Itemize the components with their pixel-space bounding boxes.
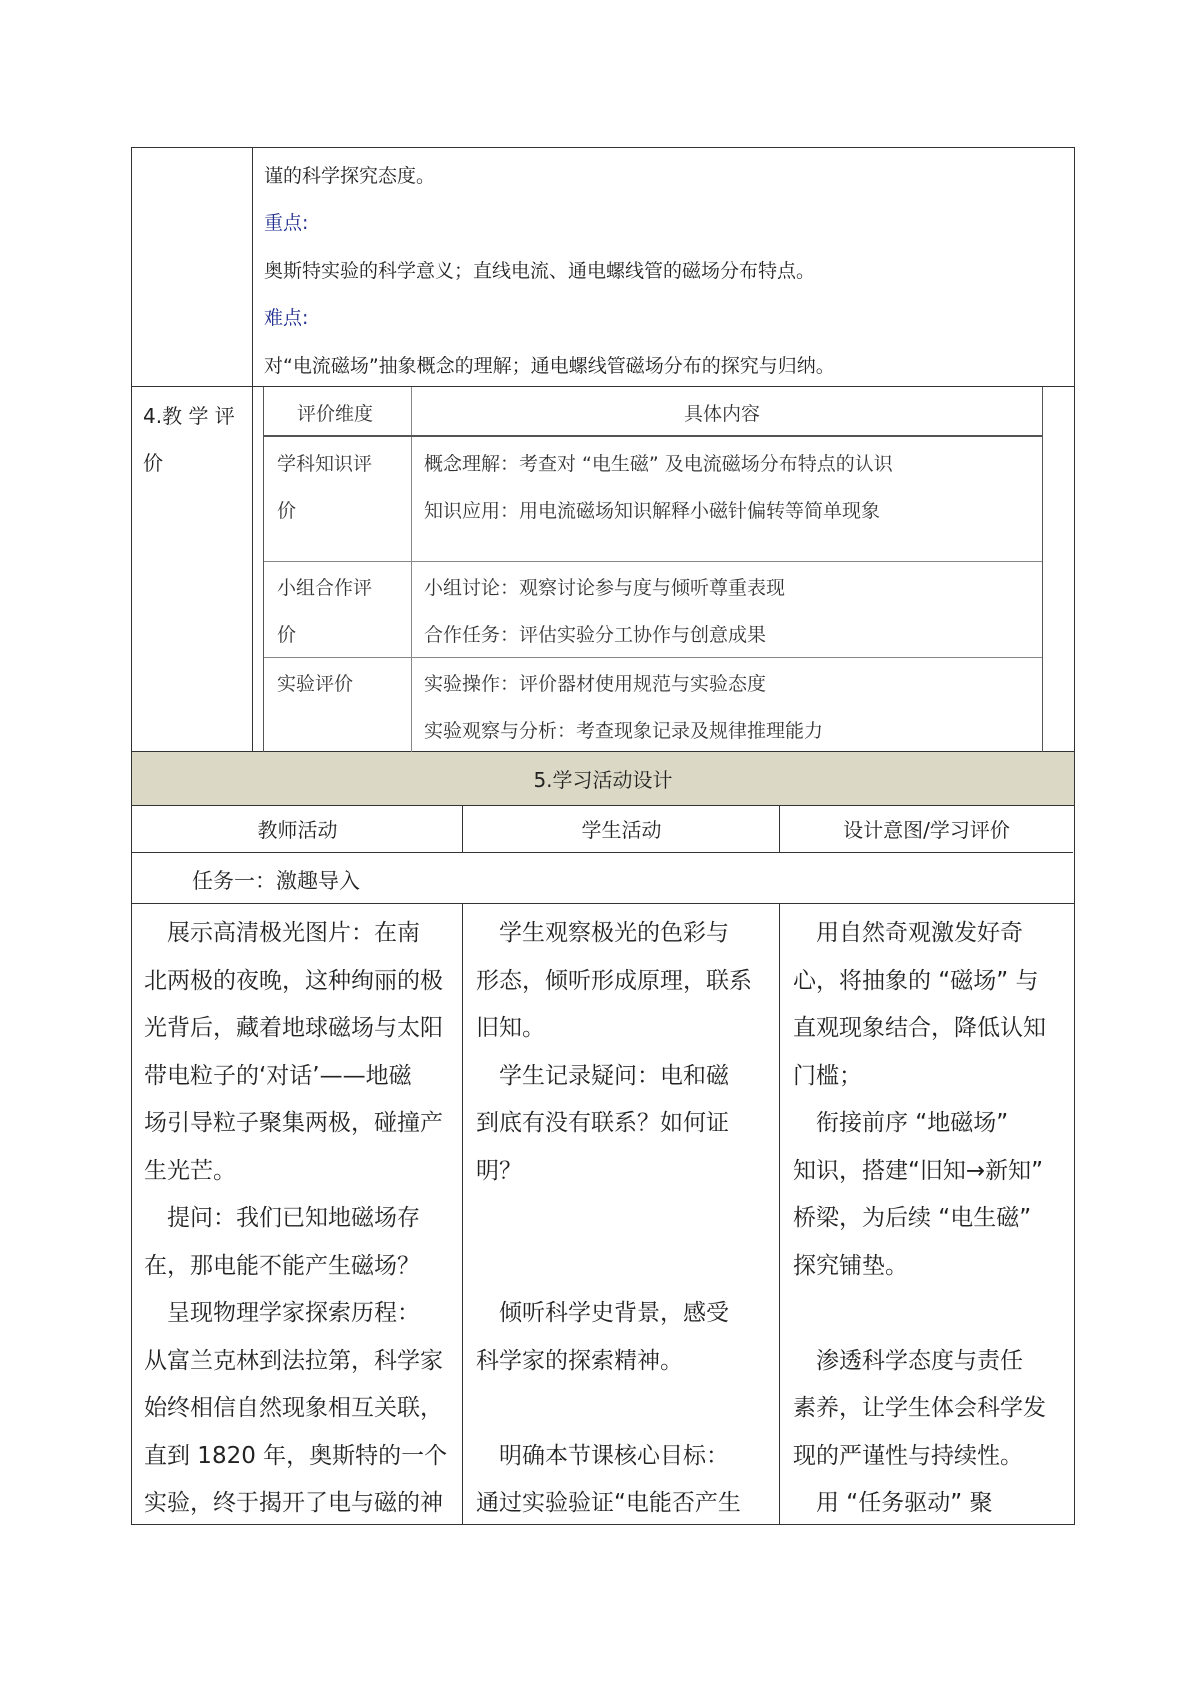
column-divider bbox=[462, 904, 463, 1524]
header-divider bbox=[779, 805, 780, 853]
text-line: 门槛； bbox=[793, 1062, 862, 1089]
column-header-teacher: 教师活动 bbox=[132, 805, 463, 853]
eval-dimension: 学科知识评 bbox=[277, 453, 373, 475]
header-divider bbox=[462, 805, 463, 853]
text-line: 用自然奇观激发好奇 bbox=[793, 920, 1023, 946]
text-line: 衔接前序 “地磁场” bbox=[793, 1110, 1009, 1136]
text-line: 实验，终于揭开了电与磁的神 bbox=[144, 1490, 443, 1516]
section4-label-line1: 4.教 学 评 bbox=[143, 404, 235, 428]
eval-dimension: 价 bbox=[277, 624, 297, 646]
eval-content: 概念理解：考查对 “电生磁” 及电流磁场分布特点的认识 bbox=[424, 453, 893, 475]
text-line: 到底有没有联系？如何证 bbox=[476, 1110, 729, 1136]
teacher-activity-text bbox=[144, 910, 447, 1528]
key-points-label: 重点: bbox=[264, 212, 309, 234]
key-points-text: 奥斯特实验的科学意义；直线电流、通电螺线管的磁场分布特点。 bbox=[264, 260, 816, 282]
text-line: 形态，倾听形成原理，联系 bbox=[476, 967, 752, 994]
text-line: 从富兰克林到法拉第，科学家 bbox=[144, 1347, 443, 1374]
text-line: 北两极的夜晚，这种绚丽的极 bbox=[144, 967, 443, 994]
text-line: 用 “任务驱动” 聚 bbox=[793, 1490, 993, 1516]
column-header-student: 学生活动 bbox=[463, 805, 780, 853]
eval-dimension: 实验评价 bbox=[277, 673, 354, 695]
text-line: 通过实验验证“电能否产生 bbox=[476, 1490, 741, 1516]
text-line: 探究铺垫。 bbox=[793, 1252, 908, 1279]
task-title: 任务一：激趣导入 bbox=[192, 869, 360, 893]
eval-content: 实验观察与分析：考查现象记录及规律推理能力 bbox=[424, 720, 824, 742]
text-line: 旧知。 bbox=[476, 1015, 545, 1041]
difficulty-label: 难点: bbox=[264, 307, 309, 329]
activity-table bbox=[131, 752, 1075, 1525]
eval-content: 实验操作：评价器材使用规范与实验态度 bbox=[424, 673, 767, 695]
evaluation-table bbox=[263, 387, 1043, 752]
text-line: 始终相信自然现象相互关联， bbox=[144, 1395, 443, 1421]
text-line bbox=[793, 1290, 1046, 1338]
text-line: 在，那电能不能产生磁场？ bbox=[144, 1252, 420, 1279]
text-line: 明确本节课核心目标： bbox=[476, 1442, 729, 1469]
column-header-intent: 设计意图/学习评价 bbox=[780, 805, 1073, 853]
difficulty-text: 对“电流磁场”抽象概念的理解；通电螺线管磁场分布的探究与归纳。 bbox=[264, 355, 835, 377]
text-line: 场引导粒子聚集两极，碰撞产 bbox=[144, 1110, 443, 1136]
eval-row-divider bbox=[264, 561, 1042, 562]
eval-content: 合作任务：评估实验分工协作与创意成果 bbox=[424, 624, 767, 646]
text-line: 知识，搭建“旧知→新知” bbox=[793, 1157, 1044, 1184]
text-line: 展示高清极光图片：在南 bbox=[144, 920, 420, 946]
text-line: 现的严谨性与持续性。 bbox=[793, 1442, 1023, 1469]
column-divider bbox=[779, 904, 780, 1524]
text-line: 学生观察极光的色彩与 bbox=[476, 920, 729, 946]
text-line: 桥梁，为后续 “电生磁” bbox=[793, 1205, 1032, 1231]
eval-dimension: 价 bbox=[277, 500, 297, 522]
section4-label-line2: 价 bbox=[143, 451, 163, 475]
text-line: 提问：我们已知地磁场存 bbox=[144, 1205, 420, 1231]
objective-text-tail: 谨的科学探究态度。 bbox=[264, 165, 436, 187]
text-line: 心，将抽象的 “磁场” 与 bbox=[793, 967, 1039, 994]
text-line: 明？ bbox=[476, 1157, 522, 1184]
eval-header-dimension: 评价维度 bbox=[297, 403, 374, 425]
column-divider bbox=[252, 148, 253, 751]
text-line: 倾听科学史背景，感受 bbox=[476, 1300, 729, 1326]
eval-dimension: 小组合作评 bbox=[277, 577, 373, 599]
eval-content: 小组讨论：观察讨论参与度与倾听尊重表现 bbox=[424, 577, 786, 599]
text-line: 带电粒子的‘对话’——地磁 bbox=[144, 1062, 412, 1089]
eval-header-content: 具体内容 bbox=[684, 403, 761, 425]
text-line: 光背后，藏着地球磁场与太阳 bbox=[144, 1015, 443, 1041]
text-line bbox=[476, 1195, 752, 1243]
text-line: 科学家的探索精神。 bbox=[476, 1347, 683, 1374]
section5-title: 5.学习活动设计 bbox=[132, 752, 1074, 806]
student-activity-text bbox=[476, 910, 752, 1528]
eval-column-divider bbox=[411, 387, 412, 752]
text-line: 直观现象结合，降低认知 bbox=[793, 1015, 1046, 1041]
eval-row-divider bbox=[264, 657, 1042, 658]
text-line: 渗透科学态度与责任 bbox=[793, 1347, 1023, 1374]
task-row bbox=[132, 853, 1074, 904]
text-line: 学生记录疑问：电和磁 bbox=[476, 1062, 729, 1089]
design-intent-text bbox=[793, 910, 1046, 1528]
eval-content: 知识应用：用电流磁场知识解释小磁针偏转等简单现象 bbox=[424, 500, 881, 522]
text-line: 直到 1820 年，奥斯特的一个 bbox=[144, 1442, 448, 1469]
eval-header-divider bbox=[264, 435, 1042, 437]
text-line: 呈现物理学家探索历程： bbox=[144, 1300, 420, 1326]
text-line bbox=[476, 1385, 752, 1433]
text-line: 生光芒。 bbox=[144, 1157, 236, 1184]
text-line: 素养，让学生体会科学发 bbox=[793, 1395, 1046, 1421]
text-line bbox=[476, 1243, 752, 1291]
